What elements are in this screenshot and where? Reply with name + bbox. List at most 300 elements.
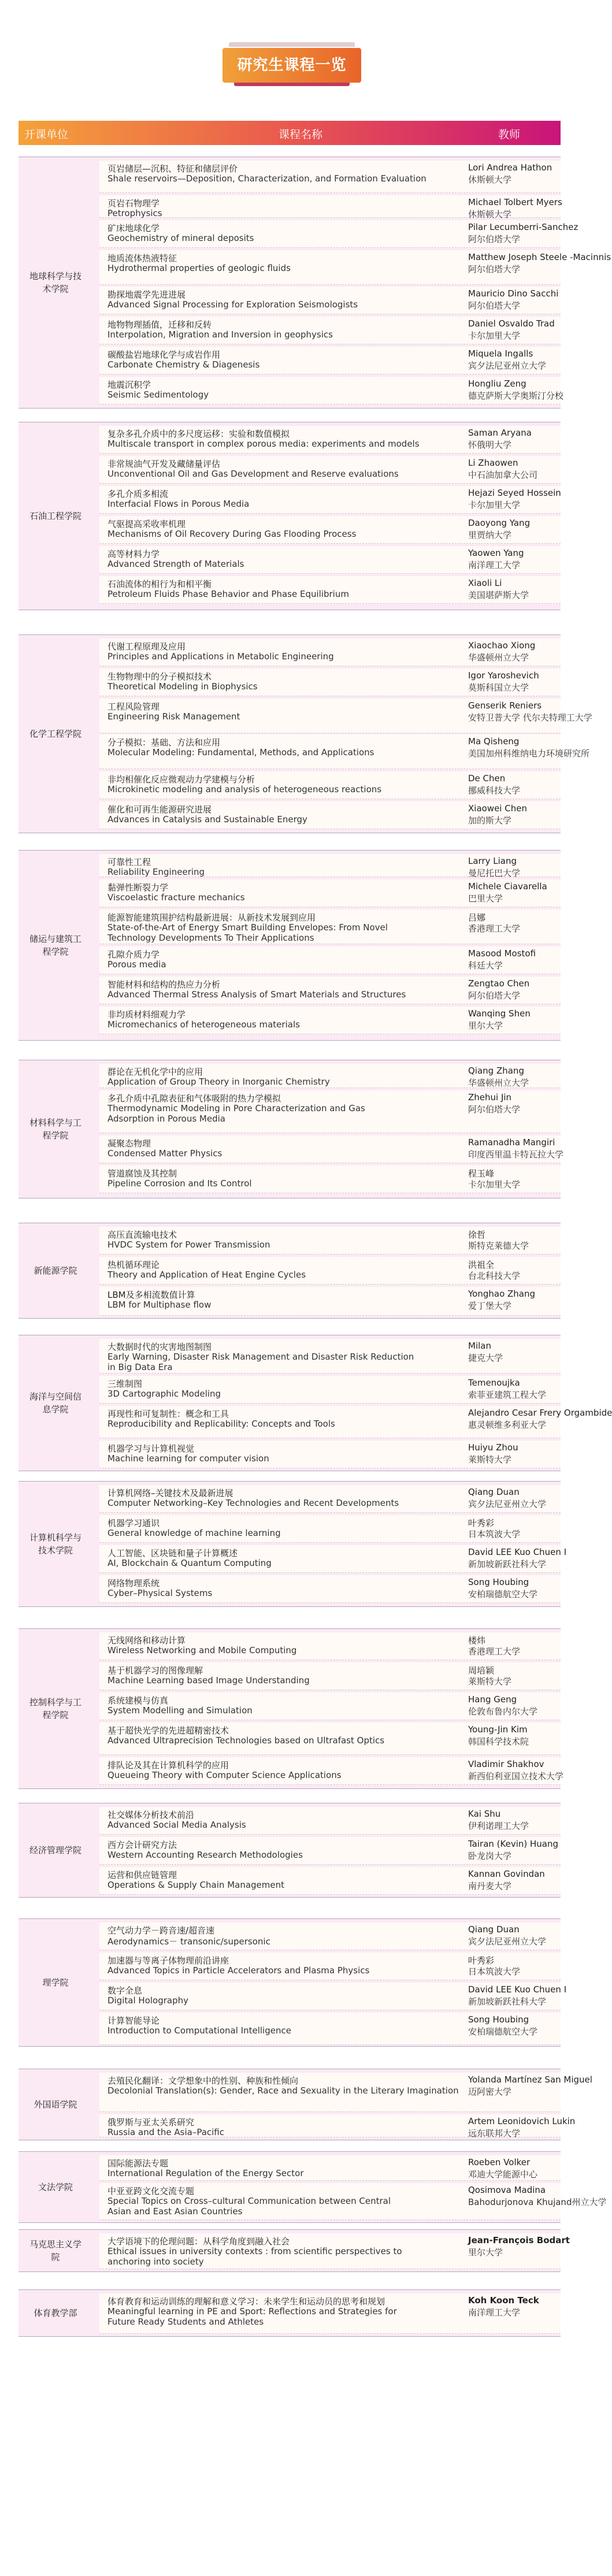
course-name-cn: 三维制图 bbox=[107, 1379, 143, 1389]
teacher-affiliation: 阿尔伯塔大学 bbox=[468, 300, 521, 311]
section-15 bbox=[18, 2289, 561, 2337]
teacher-affiliation: 中石油加拿大公司 bbox=[468, 470, 538, 480]
course-name-cn: 页岩储层—沉积、特征和储层评价 bbox=[107, 164, 238, 174]
course-name-en: Machine learning for computer vision bbox=[107, 1453, 269, 1464]
course-row bbox=[99, 1485, 561, 1513]
section-1 bbox=[18, 157, 611, 409]
course-name-cn: 地质流体热液特征 bbox=[107, 253, 177, 263]
course-name-cn: 计算智能导论 bbox=[107, 2015, 160, 2026]
teacher-affiliation: 伦敦布鲁内尔大学 bbox=[468, 1706, 538, 1717]
course-name-en: Computer Networking–Key Technologies and Recent Developments bbox=[107, 1498, 399, 1508]
teacher-affiliation: 宾夕法尼亚州立大学 bbox=[468, 1936, 547, 1947]
course-name-en: Condensed Matter Physics bbox=[107, 1148, 222, 1159]
course-name-cn: 分子模拟：基础、方法和应用 bbox=[107, 737, 221, 748]
course-row bbox=[99, 910, 561, 944]
dept-name: 海洋与空间信息学院 bbox=[29, 1391, 81, 1415]
teacher-name: Song Houbing bbox=[468, 1577, 529, 1587]
dept-name: 地球科学与技术学院 bbox=[29, 271, 81, 294]
teacher-affiliation: 卡尔加里大学 bbox=[468, 1179, 521, 1190]
dept-name: 体育教学部 bbox=[34, 2308, 77, 2318]
course-name-cn: 机器学习与计算机视觉 bbox=[107, 1443, 195, 1454]
course-row bbox=[99, 1575, 561, 1603]
section-8 bbox=[18, 1481, 567, 1607]
course-name-cn: 运营和供应链管理 bbox=[107, 1870, 177, 1880]
course-row bbox=[99, 1406, 612, 1438]
teacher-affiliation: 莫斯科国立大学 bbox=[468, 682, 529, 693]
course-name-en: Western Accounting Research Methodologies bbox=[107, 1850, 303, 1860]
course-name-en: Viscoelastic fracture mechanics bbox=[107, 892, 245, 903]
teacher-affiliation: 伊利诺理工大学 bbox=[468, 1821, 529, 1831]
course-name-en: Application of Group Theory in Inorganic Chemistry bbox=[107, 1077, 330, 1087]
section-4 bbox=[18, 850, 561, 1041]
teacher-name: Roeben Volker bbox=[468, 2157, 531, 2167]
teacher-affiliation: 宾夕法尼亚州立大学 bbox=[468, 361, 547, 371]
dept-name: 经济管理学院 bbox=[29, 1845, 81, 1855]
teacher-affiliation: 华盛顿州立大学 bbox=[468, 652, 529, 663]
course-row bbox=[99, 801, 561, 829]
teacher-affiliation: 印度西里温卡特瓦拉大学 bbox=[468, 1149, 564, 1160]
course-name-en-2: anchoring into society bbox=[107, 2256, 204, 2267]
course-name-cn: 生物物理中的分子模拟技术 bbox=[107, 671, 212, 682]
teacher-name: Qosimova Madina bbox=[468, 2185, 546, 2195]
dept-name: 理学院 bbox=[42, 1977, 69, 1988]
teacher-affiliation: 华盛顿州立大学 bbox=[468, 1078, 529, 1088]
teacher-affiliation: 卡尔加里大学 bbox=[468, 500, 521, 510]
teacher-name: Xiaochao Xiong bbox=[468, 640, 536, 651]
course-name-en: State-of-the-Art of Energy Smart Building Envelopes: From Novel bbox=[107, 922, 388, 933]
course-name-cn: 矿床地球化学 bbox=[107, 223, 160, 233]
course-name-cn: 基于机器学习的图像理解 bbox=[107, 1665, 203, 1676]
course-name-en: Advances in Catalysis and Sustainable Energy bbox=[107, 814, 307, 825]
section-10 bbox=[18, 1803, 561, 1898]
course-row bbox=[99, 1257, 561, 1285]
page-title: 研究生课程一览 bbox=[222, 48, 361, 83]
teacher-name: David LEE Kuo Chuen I bbox=[468, 1547, 567, 1557]
course-row bbox=[99, 347, 561, 374]
header-dept: 开课单位 bbox=[24, 128, 69, 141]
teacher-name: Yonghao Zhang bbox=[468, 1289, 536, 1299]
course-name-en: AI, Blockchain & Quantum Computing bbox=[107, 1558, 272, 1568]
course-row bbox=[99, 1545, 567, 1573]
teacher-affiliation: 韩国科学技术院 bbox=[468, 1736, 529, 1747]
dept-name: 储运与建筑工程学院 bbox=[29, 934, 81, 957]
teacher-name: Temenoujka bbox=[468, 1378, 520, 1388]
course-name-cn: 黏弹性断裂力学 bbox=[107, 882, 169, 893]
course-row bbox=[99, 426, 561, 454]
course-row bbox=[99, 1723, 561, 1755]
teacher-name: Daniel Osvaldo Trad bbox=[468, 318, 555, 329]
teacher-affiliation: 迈阿密大学 bbox=[468, 2087, 512, 2097]
teacher-name: 叶秀彩 bbox=[468, 1955, 495, 1966]
teacher-name: Li Zhaowen bbox=[468, 458, 518, 468]
course-name-cn: 再现性和可复制性：概念和工具 bbox=[107, 1409, 229, 1419]
course-name-cn: 无线网络和移动计算 bbox=[107, 1635, 186, 1646]
teacher-name: Jean-François Bodart bbox=[468, 2235, 570, 2245]
course-rows bbox=[99, 1335, 612, 1471]
section-11 bbox=[18, 1918, 567, 2047]
course-name-cn: LBM及多相流数值计算 bbox=[107, 1290, 195, 1300]
teacher-name: 徐哲 bbox=[468, 1230, 486, 1240]
course-row bbox=[99, 287, 561, 314]
teacher-name: Lori Andrea Hathon bbox=[468, 162, 552, 173]
course-name-cn: 凝聚态物理 bbox=[107, 1138, 151, 1149]
teacher-name: Mauricio Dino Sacchi bbox=[468, 288, 559, 299]
course-name-en: Decolonial Translation(s): Gender, Race and Sexuality in the Literary Imagination bbox=[107, 2085, 459, 2096]
course-rows bbox=[99, 157, 611, 408]
course-name-en: Early Warning, Disaster Risk Management and Disaster Risk Reduction bbox=[107, 1352, 414, 1362]
teacher-name: 洪祖全 bbox=[468, 1260, 495, 1270]
course-row bbox=[99, 1376, 561, 1404]
course-row bbox=[99, 220, 578, 248]
course-name-en: General knowledge of machine learning bbox=[107, 1528, 281, 1538]
title-decoration-top bbox=[229, 42, 355, 47]
course-row bbox=[99, 195, 561, 218]
teacher-name: Yolanda Martínez San Miguel bbox=[468, 2074, 592, 2085]
course-name-en: Special Topics on Cross–cultural Communication between Central bbox=[107, 2196, 391, 2206]
teacher-name: Masood Mostofi bbox=[468, 948, 536, 959]
course-name-en: Aerodynamics－ transonic/supersonic bbox=[107, 1936, 270, 1947]
teacher-name: Qiang Duan bbox=[468, 1924, 520, 1935]
teacher-affiliation: 南洋理工大学 bbox=[468, 560, 521, 570]
teacher-name: Xiaowei Chen bbox=[468, 803, 527, 814]
course-row bbox=[99, 546, 561, 574]
course-name-cn: 石油流体的相行为和相平衡 bbox=[107, 579, 212, 589]
teacher-name: 吕娜 bbox=[468, 912, 486, 923]
teacher-affiliation: 新西伯利亚国立技术大学 bbox=[468, 1771, 564, 1781]
course-name-en: Micromechanics of heterogeneous materials bbox=[107, 1019, 300, 1030]
course-rows bbox=[99, 1223, 561, 1318]
course-row bbox=[99, 1441, 561, 1468]
course-row bbox=[99, 377, 564, 404]
course-row bbox=[99, 2233, 570, 2269]
dept-name: 计算机科学与技术学院 bbox=[29, 1532, 81, 1556]
course-name-en: Seismic Sedimentology bbox=[107, 389, 209, 400]
course-name-cn: 气驱提高采收率机理 bbox=[107, 519, 186, 529]
course-row bbox=[99, 456, 561, 484]
course-name-en: International Regulation of the Energy Sector bbox=[107, 2168, 304, 2178]
teacher-name: Qiang Zhang bbox=[468, 1066, 524, 1076]
teacher-affiliation: 索菲亚建筑工程大学 bbox=[468, 1390, 547, 1400]
section-7 bbox=[18, 1335, 612, 1471]
course-name-cn: 中亚亚跨文化交流专题 bbox=[107, 2186, 195, 2196]
course-name-cn: 催化和可再生能源研究进展 bbox=[107, 804, 212, 815]
course-name-en: Advanced Signal Processing for Exploration Seismologists bbox=[107, 299, 358, 310]
course-rows bbox=[99, 2152, 607, 2222]
course-name-en: Wireless Networking and Mobile Computing bbox=[107, 1645, 297, 1656]
course-row bbox=[99, 2183, 607, 2220]
teacher-name: Tairan (Kevin) Huang bbox=[468, 1839, 559, 1849]
course-name-en: Operations & Supply Chain Management bbox=[107, 1880, 285, 1890]
course-name-cn: 国际能源法专题 bbox=[107, 2158, 169, 2169]
course-rows bbox=[99, 422, 561, 610]
course-name-cn: 加速器与等离子体物理前沿讲座 bbox=[107, 1955, 229, 1966]
title-area bbox=[0, 0, 578, 87]
course-name-en: Principles and Applications in Metabolic Engineering bbox=[107, 651, 334, 662]
course-name-en: Advanced Topics in Particle Accelerators and Plasma Physics bbox=[107, 1965, 370, 1976]
course-name-cn: 系统建模与仿真 bbox=[107, 1695, 169, 1706]
teacher-affiliation: 远东联邦大学 bbox=[468, 2128, 521, 2139]
teacher-affiliation: 德克萨斯大学奥斯汀分校 bbox=[468, 391, 564, 401]
teacher-name: Koh Koon Teck bbox=[468, 2295, 539, 2306]
course-row bbox=[99, 1807, 561, 1835]
course-rows bbox=[99, 851, 561, 1040]
section-12 bbox=[18, 2069, 592, 2140]
teacher-name: Kannan Govindan bbox=[468, 1869, 545, 1879]
course-name-cn: 非均质材料细观力学 bbox=[107, 1009, 186, 1020]
section-9 bbox=[18, 1628, 564, 1789]
course-name-cn: 大数据时代的灾害地图制图 bbox=[107, 1342, 212, 1352]
course-row bbox=[99, 1287, 561, 1316]
teacher-name: Hang Geng bbox=[468, 1694, 517, 1705]
teacher-name: David LEE Kuo Chuen I bbox=[468, 1984, 567, 1995]
dept-name: 材料科学与工程学院 bbox=[29, 1118, 81, 1141]
course-name-en: Theoretical Modeling in Biophysics bbox=[107, 681, 258, 692]
course-name-cn: 社交媒体分析技术前沿 bbox=[107, 1810, 195, 1820]
course-name-en-2: Future Ready Students and Athletes bbox=[107, 2317, 264, 2327]
teacher-affiliation: 休斯顿大学 bbox=[468, 175, 512, 185]
course-name-en: Thermodynamic Modeling in Pore Characterization and Gas bbox=[107, 1103, 365, 1113]
course-rows bbox=[99, 1060, 564, 1198]
course-name-cn: 多孔介质中孔隙表征和气体吸附的热力学模拟 bbox=[107, 1093, 281, 1104]
course-name-cn: 智能材料和结构的热应力分析 bbox=[107, 979, 221, 990]
dept-name: 外国语学院 bbox=[34, 2099, 77, 2110]
course-name-cn: 热机循环理论 bbox=[107, 1260, 160, 1270]
course-name-cn: 西方会计研究方法 bbox=[107, 1840, 177, 1850]
section-2 bbox=[18, 422, 561, 610]
teacher-affiliation: 安柏瑞德航空大学 bbox=[468, 2026, 538, 2037]
course-name-en: Carbonate Chemistry & Diagenesis bbox=[107, 359, 260, 370]
teacher-affiliation: 莱斯特大学 bbox=[468, 1454, 512, 1465]
course-name-cn: 俄罗斯与亚太关系研究 bbox=[107, 2117, 195, 2128]
teacher-affiliation: 香港理工大学 bbox=[468, 923, 521, 934]
course-name-cn: 大学语境下的伦理问题：从科学角度到融入社会 bbox=[107, 2236, 290, 2247]
teacher-name: Artem Leonidovich Lukin bbox=[468, 2116, 576, 2126]
teacher-name: Yaowen Yang bbox=[468, 548, 524, 558]
teacher-affiliation: 斯特克莱德大学 bbox=[468, 1241, 529, 1251]
course-name-cn: 非均相催化反应微观动力学建模与分析 bbox=[107, 774, 255, 785]
course-row bbox=[99, 1983, 567, 2010]
course-row bbox=[99, 516, 561, 544]
course-row bbox=[99, 977, 561, 1004]
course-row bbox=[99, 1339, 561, 1374]
course-name-en: Digital Holography bbox=[107, 1995, 189, 2006]
course-name-cn: 地物物理插值，迁移和反转 bbox=[107, 320, 212, 330]
course-name-en: Advanced Ultraprecision Technologies based on Ultrafast Optics bbox=[107, 1735, 385, 1746]
course-row bbox=[99, 161, 561, 193]
course-name-en: 3D Cartographic Modeling bbox=[107, 1389, 221, 1399]
course-rows bbox=[99, 2230, 570, 2271]
teacher-name: 楼炜 bbox=[468, 1635, 486, 1646]
teacher-affiliation: 邓迪大学能源中心 bbox=[468, 2169, 538, 2180]
teacher-affiliation: 里贾纳大学 bbox=[468, 530, 512, 540]
teacher-affiliation: 阿尔伯塔大学 bbox=[468, 1104, 521, 1115]
course-name-cn: 勘探地震学先进进展 bbox=[107, 289, 186, 300]
teacher-name: Pilar Lecumberri-Sanchez bbox=[468, 222, 578, 232]
course-name-cn: 工程风险管理 bbox=[107, 701, 160, 712]
teacher-name: 周培颖 bbox=[468, 1665, 495, 1676]
course-name-cn: 体育教育和运动训练的理解和意义学习：未来学生和运动员的思考和规划 bbox=[107, 2296, 385, 2307]
course-name-cn: 多孔介质多相流 bbox=[107, 489, 169, 499]
course-name-cn: 基于超快光学的先进超精密技术 bbox=[107, 1725, 229, 1736]
teacher-name: Larry Liang bbox=[468, 856, 517, 866]
teacher-affiliation: 捷克大学 bbox=[468, 1353, 503, 1363]
course-name-en: Unconventional Oil and Gas Development and Reserve evaluations bbox=[107, 469, 399, 479]
teacher-name: 程玉峰 bbox=[468, 1168, 495, 1179]
course-name-cn: 群论在无机化学中的应用 bbox=[107, 1067, 203, 1077]
course-row bbox=[99, 2013, 561, 2045]
teacher-affiliation: 美国加州科维纳电力环境研究所 bbox=[468, 748, 590, 759]
teacher-name: Young-Jin Kim bbox=[468, 1724, 528, 1735]
teacher-name: Michele Ciavarella bbox=[468, 881, 547, 892]
course-name-en: Reliability Engineering bbox=[107, 867, 205, 877]
dept-name: 控制科学与工程学院 bbox=[29, 1697, 81, 1720]
course-name-cn: 去殖民化翻译：文学想象中的性别、种族和性倾向 bbox=[107, 2076, 299, 2086]
course-row bbox=[99, 854, 561, 877]
teacher-name: Ramanadha Mangiri bbox=[468, 1137, 555, 1148]
course-name-en: Geochemistry of mineral deposits bbox=[107, 233, 254, 243]
course-row bbox=[99, 1007, 561, 1034]
teacher-name: Igor Yaroshevich bbox=[468, 670, 539, 681]
course-row bbox=[99, 1662, 561, 1690]
course-row bbox=[99, 639, 561, 666]
course-row bbox=[99, 576, 561, 604]
course-row bbox=[99, 317, 561, 344]
course-row bbox=[99, 1515, 561, 1543]
course-name-en: Engineering Risk Management bbox=[107, 711, 240, 722]
course-name-en-2: Asian and East Asian Countries bbox=[107, 2206, 243, 2217]
section-6 bbox=[18, 1223, 561, 1319]
course-name-en: Porous media bbox=[107, 959, 166, 970]
course-row bbox=[99, 1064, 561, 1088]
course-name-cn: 复杂多孔介质中的多尺度运移：实验和数值模拟 bbox=[107, 429, 290, 439]
course-name-en: Russia and the Asia–Pacific bbox=[107, 2127, 224, 2137]
teacher-affiliation: 美国堪萨斯大学 bbox=[468, 590, 529, 600]
teacher-name: Zhehui Jin bbox=[468, 1092, 512, 1103]
teacher-affiliation: 巴里大学 bbox=[468, 893, 503, 904]
course-row bbox=[99, 1922, 561, 1950]
course-name-cn: 计算机网络–关键技术及最新进展 bbox=[107, 1488, 233, 1498]
course-name-cn: 可靠性工程 bbox=[107, 857, 151, 867]
teacher-affiliation: 安柏瑞德航空大学 bbox=[468, 1589, 538, 1599]
course-rows bbox=[99, 2290, 561, 2336]
dept-name: 石油工程学院 bbox=[29, 511, 81, 521]
course-name-en: Reproducibility and Replicability: Concepts and Tools bbox=[107, 1419, 335, 1429]
course-name-cn: 地震沉积学 bbox=[107, 380, 151, 390]
course-name-cn: 页岩石物理学 bbox=[107, 198, 160, 209]
course-name-en: Meaningful learning in PE and Sport: Reflections and Strategies for bbox=[107, 2306, 397, 2317]
teacher-affiliation: 惠灵顿维多利亚大学 bbox=[468, 1420, 547, 1430]
course-name-en: Queueing Theory with Computer Science Applications bbox=[107, 1770, 342, 1780]
course-row bbox=[99, 2073, 592, 2112]
course-name-en: Petrophysics bbox=[107, 208, 162, 218]
teacher-name: De Chen bbox=[468, 773, 506, 784]
course-name-en: Introduction to Computational Intelligence bbox=[107, 2025, 291, 2036]
header-teacher: 教师 bbox=[498, 128, 521, 141]
course-row bbox=[99, 1837, 561, 1865]
course-name-en: LBM for Multiphase flow bbox=[107, 1300, 212, 1310]
teacher-affiliation: 新加坡新跃社科大学 bbox=[468, 1559, 547, 1569]
course-name-en: System Modelling and Simulation bbox=[107, 1705, 253, 1716]
teacher-affiliation: 卧龙岗大学 bbox=[468, 1851, 512, 1861]
course-row bbox=[99, 1227, 561, 1254]
course-name-en: Multiscale transport in complex porous media: experiments and models bbox=[107, 439, 420, 449]
teacher-affiliation: 阿尔伯塔大学 bbox=[468, 264, 521, 274]
course-name-en: Machine Learning based Image Understanding bbox=[107, 1675, 310, 1686]
teacher-affiliation: 日本筑波大学 bbox=[468, 1529, 521, 1539]
section-13 bbox=[18, 2151, 607, 2223]
teacher-affiliation: 加的斯大学 bbox=[468, 815, 512, 826]
teacher-affiliation: 新加坡新跃社科大学 bbox=[468, 1996, 547, 2007]
teacher-affiliation: 莱斯特大学 bbox=[468, 1676, 512, 1687]
teacher-affiliation: 科廷大学 bbox=[468, 960, 503, 971]
course-row bbox=[99, 1757, 564, 1785]
section-3 bbox=[18, 634, 592, 833]
teacher-name: Song Houbing bbox=[468, 2014, 529, 2025]
course-name-en: Theory and Application of Heat Engine Cycles bbox=[107, 1270, 306, 1280]
course-row bbox=[99, 699, 592, 733]
course-row bbox=[99, 486, 561, 514]
course-name-en-2: Adsorption in Porous Media bbox=[107, 1113, 225, 1124]
course-rows bbox=[99, 1919, 567, 2046]
course-name-cn: 高等材料力学 bbox=[107, 549, 160, 559]
course-row bbox=[99, 1692, 561, 1720]
course-name-cn: 代谢工程原理及应用 bbox=[107, 641, 186, 652]
section-14 bbox=[18, 2229, 570, 2272]
course-name-en: Interpolation, Migration and Inversion in geophysics bbox=[107, 329, 333, 340]
course-row bbox=[99, 1867, 561, 1895]
course-name-cn: 数字全息 bbox=[107, 1985, 143, 1996]
course-row bbox=[99, 250, 611, 285]
column-header bbox=[18, 121, 561, 145]
dept-name: 文法学院 bbox=[38, 2182, 73, 2192]
course-name-en: Pipeline Corrosion and Its Control bbox=[107, 1178, 252, 1189]
teacher-name: 叶秀彩 bbox=[468, 1518, 495, 1528]
teacher-name: Wanqing Shen bbox=[468, 1008, 531, 1019]
course-name-en: Mechanisms of Oil Recovery During Gas Flooding Process bbox=[107, 529, 357, 539]
course-name-en: Shale reservoirs—Deposition, Characterization, and Formation Evaluation bbox=[107, 173, 426, 184]
course-row bbox=[99, 946, 561, 974]
course-row bbox=[99, 2155, 561, 2181]
course-name-en: Advanced Social Media Analysis bbox=[107, 1820, 246, 1830]
course-rows bbox=[99, 1803, 561, 1897]
course-row bbox=[99, 771, 561, 799]
teacher-affiliation: 怀俄明大学 bbox=[468, 440, 512, 450]
course-name-cn: 能源智能建筑围护结构最新进展：从新技术发展到应用 bbox=[107, 912, 316, 923]
teacher-name: Ma Qisheng bbox=[468, 736, 520, 747]
course-name-en: Microkinetic modeling and analysis of heterogeneous reactions bbox=[107, 784, 382, 795]
course-name-en-2: Technology Developments To Their Applications bbox=[107, 933, 314, 943]
teacher-name: Alejandro Cesar Frery Orgambide bbox=[468, 1408, 612, 1418]
teacher-affiliation: 爱丁堡大学 bbox=[468, 1301, 512, 1311]
teacher-affiliation: 宾夕法尼亚州立大学 bbox=[468, 1499, 547, 1509]
teacher-affiliation: 安特卫普大学 代尔夫特理工大学 bbox=[468, 712, 592, 723]
course-name-cn: 碳酸盐岩地球化学与成岩作用 bbox=[107, 350, 221, 360]
course-row bbox=[99, 669, 561, 696]
teacher-affiliation: 香港理工大学 bbox=[468, 1646, 521, 1657]
course-name-cn: 网络物理系统 bbox=[107, 1578, 160, 1588]
section-5 bbox=[18, 1060, 564, 1198]
teacher-name: Hejazi Seyed Hossein bbox=[468, 488, 561, 498]
course-row bbox=[99, 734, 590, 769]
course-name-en: Hydrothermal properties of geologic fluids bbox=[107, 263, 291, 273]
teacher-name: Saman Aryana bbox=[468, 428, 532, 438]
course-row bbox=[99, 879, 561, 907]
dept-name: 马克思主义学院 bbox=[29, 2239, 81, 2262]
teacher-affiliation: Bahodurjonova Khujand州立大学 bbox=[468, 2197, 607, 2207]
teacher-affiliation: 阿尔伯塔大学 bbox=[468, 990, 521, 1001]
teacher-name: Huiyu Zhou bbox=[468, 1442, 518, 1453]
course-row bbox=[99, 1953, 561, 1980]
